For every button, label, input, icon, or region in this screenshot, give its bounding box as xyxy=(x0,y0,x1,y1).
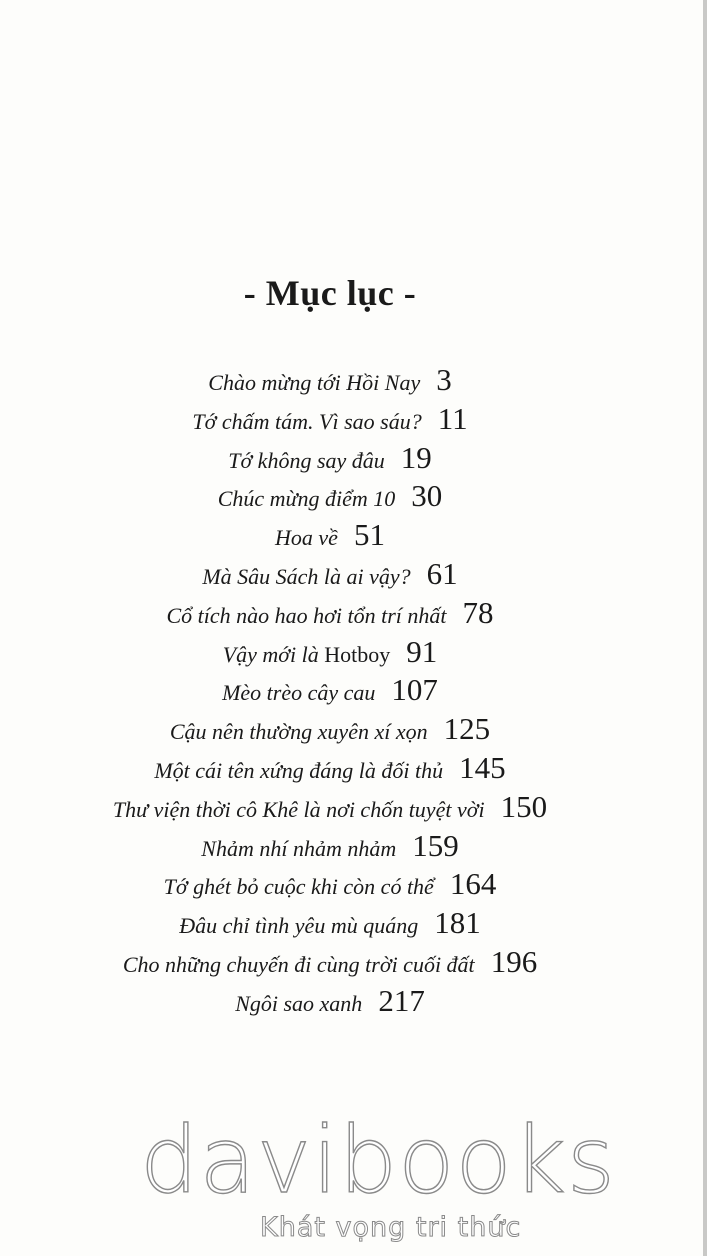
toc-entry-title: Tớ chấm tám. Vì sao sáu? xyxy=(192,408,422,434)
toc-entry-title: Tớ ghét bỏ cuộc khi còn có thể xyxy=(163,874,434,900)
toc-entry-page: 91 xyxy=(406,633,438,669)
toc-entry xyxy=(0,866,660,905)
toc-entry xyxy=(0,944,660,983)
watermark-brand: davibooks xyxy=(140,1107,616,1214)
toc-entry xyxy=(0,905,660,944)
toc-entry-title xyxy=(223,642,391,668)
page-edge xyxy=(703,0,707,1256)
toc-entry-page: 30 xyxy=(411,478,443,514)
toc-entry-page: 125 xyxy=(443,711,491,747)
toc-entry xyxy=(0,672,660,711)
toc-entry-title: Hoa về xyxy=(275,525,338,551)
toc-entry xyxy=(0,634,660,673)
toc-entry-title: Mèo trèo cây cau xyxy=(222,680,376,706)
toc-entry-title: Chúc mừng điểm 10 xyxy=(217,486,396,512)
watermark-slogan: Khát vọng tri thức xyxy=(260,1212,522,1243)
toc-entry-page: 164 xyxy=(449,866,497,902)
toc-entry-page: 11 xyxy=(437,400,468,436)
toc-entry-title: Chào mừng tới Hồi Nay xyxy=(208,370,421,395)
toc-entry-page: 19 xyxy=(400,439,432,475)
toc-entry-page: 61 xyxy=(426,555,458,591)
toc-entry-title: Cổ tích nào hao hơi tổn trí nhất xyxy=(166,602,447,628)
toc-entry xyxy=(0,828,660,867)
toc-entry xyxy=(0,362,660,401)
toc-entry-title: Mà Sâu Sách là ai vậy? xyxy=(202,563,411,589)
toc-entry-page: 145 xyxy=(459,749,506,785)
toc-entry xyxy=(0,750,660,789)
table-of-contents xyxy=(0,362,660,1022)
toc-entry-page: 78 xyxy=(462,594,494,630)
toc-entry xyxy=(0,440,660,479)
toc-entry-page: 150 xyxy=(500,788,548,824)
toc-entry xyxy=(0,711,660,750)
toc-entry-page: 3 xyxy=(436,362,452,397)
toc-entry-title-upright: Hotboy xyxy=(324,641,391,667)
toc-entry xyxy=(0,478,660,517)
toc-entry xyxy=(0,556,660,595)
toc-entry xyxy=(0,517,660,556)
toc-entry xyxy=(0,983,660,1022)
toc-entry-page: 51 xyxy=(353,517,385,553)
toc-entry-title: Đâu chỉ tình yêu mù quáng xyxy=(179,913,419,939)
toc-entry-title-prefix: Vậy mới là xyxy=(222,641,325,667)
toc-entry-page: 107 xyxy=(391,672,438,708)
toc-entry xyxy=(0,789,660,828)
toc-entry xyxy=(0,595,660,634)
toc-entry-page: 181 xyxy=(434,905,481,941)
page-title: - Mục lục - xyxy=(243,273,417,314)
toc-entry xyxy=(0,401,660,440)
toc-entry-title: Thư viện thời cô Khê là nơi chốn tuyệt vời xyxy=(112,796,485,822)
toc-entry-title: Cho những chuyến đi cùng trời cuối đất xyxy=(122,951,475,977)
toc-entry-title: Một cái tên xứng đáng là đối thủ xyxy=(154,757,444,783)
toc-entry-title: Nhảm nhí nhảm nhảm xyxy=(201,835,397,861)
toc-entry-page: 196 xyxy=(490,943,538,979)
toc-entry-page: 217 xyxy=(378,982,425,1018)
toc-entry-title: Cậu nên thường xuyên xí xọn xyxy=(169,719,428,745)
toc-entry-title: Ngôi sao xanh xyxy=(235,990,363,1016)
toc-entry-title: Tớ không say đâu xyxy=(228,447,385,473)
toc-entry-page: 159 xyxy=(412,827,459,863)
